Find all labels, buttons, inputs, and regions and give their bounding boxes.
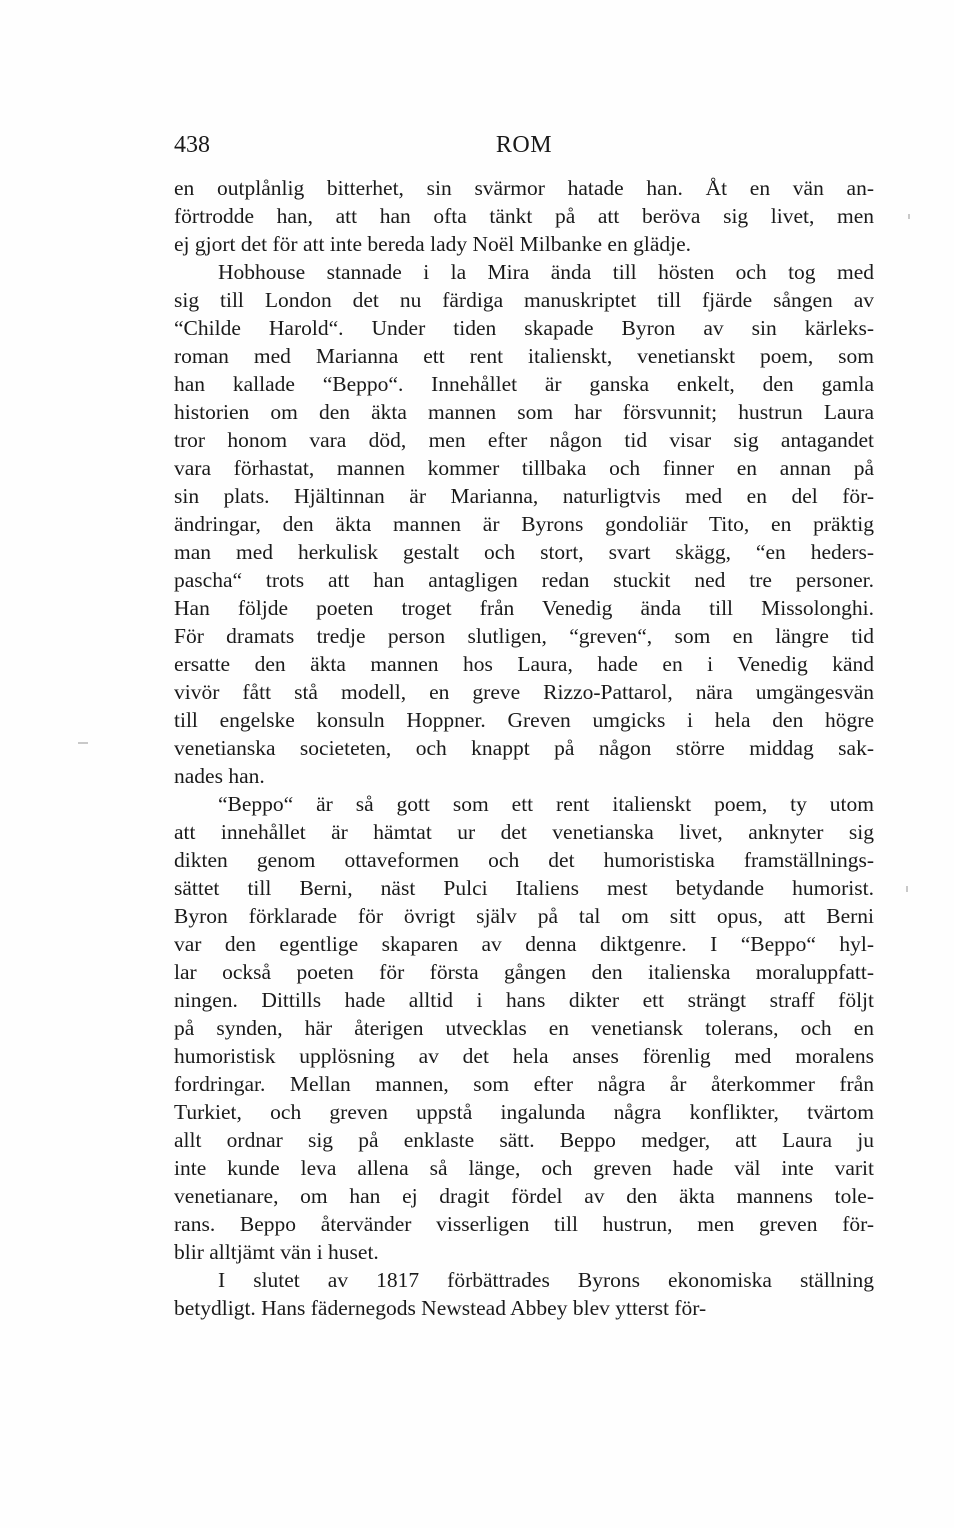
text-line: ej gjort det för att inte bereda lady Noël Milbanke en glädje. <box>174 232 692 256</box>
text-line: roman med Marianna ett rent italienskt, venetianskt poem, som <box>174 344 874 368</box>
margin-mark <box>908 214 910 219</box>
body-text <box>174 174 874 1322</box>
text-line: ersatte den äkta mannen hos Laura, hade en i Venedig känd <box>174 652 874 676</box>
text-line: man med herkulisk gestalt och stort, svart skägg, “en heders- <box>174 540 874 564</box>
text-line: ningen. Dittills hade alltid i hans dikter ett strängt straff följt <box>174 988 874 1012</box>
text-line: sättet till Berni, näst Pulci Italiens mest betydande humorist. <box>174 876 874 900</box>
text-line: Turkiet, och greven uppstå ingalunda några konflikter, tvärtom <box>174 1100 874 1124</box>
text-line: I slutet av 1817 förbättrades Byrons ekonomiska ställning <box>218 1268 874 1292</box>
text-line: en outplånlig bitterhet, sin svärmor hatade han. Åt en vän an- <box>174 176 874 200</box>
text-line: Byron förklarade för övrigt själv på tal om sitt opus, att Berni <box>174 904 874 928</box>
text-line: För dramats tredje person slutligen, “greven“, som en längre tid <box>174 624 874 648</box>
margin-mark <box>78 742 88 744</box>
text-line: tror honom vara död, men efter någon tid visar sig antagandet <box>174 428 874 452</box>
page-header <box>174 132 874 166</box>
text-line: nades han. <box>174 764 265 788</box>
running-head: ROM <box>495 132 553 158</box>
text-line: vara förhastat, mannen kommer tillbaka och finner en annan på <box>174 456 874 480</box>
text-line: dikten genom ottaveformen och det humoristiska framställnings- <box>174 848 874 872</box>
text-line: pascha“ trots att han antagligen redan stuckit ned tre personer. <box>174 568 874 592</box>
text-line: rans. Beppo återvänder visserligen till hustrun, men greven för- <box>174 1212 874 1236</box>
text-line: vivör fått stå modell, en greve Rizzo-Pattarol, nära umgängesvän <box>174 680 874 704</box>
text-line: fordringar. Mellan mannen, som efter några år återkommer från <box>174 1072 874 1096</box>
page-number: 438 <box>174 132 210 158</box>
text-line: inte kunde leva allena så länge, och greven hade väl inte varit <box>174 1156 874 1180</box>
text-line: “Beppo“ är så gott som ett rent italienskt poem, ty utom <box>218 792 874 816</box>
text-line: var den egentlige skaparen av denna diktgenre. I “Beppo“ hyl- <box>174 932 874 956</box>
text-line: venetianare, om han ej dragit fördel av den äkta mannens tole- <box>174 1184 874 1208</box>
text-line: på synden, här återigen utvecklas en venetiansk tolerans, och en <box>174 1016 874 1040</box>
text-line: blir alltjämt vän i huset. <box>174 1240 379 1264</box>
text-line: historien om den äkta mannen som har försvunnit; hustrun Laura <box>174 400 874 424</box>
text-line: till engelske konsuln Hoppner. Greven umgicks i hela den högre <box>174 708 874 732</box>
text-line: lar också poeten för första gången den italienska moraluppfatt- <box>174 960 874 984</box>
margin-mark <box>906 886 908 892</box>
text-line: Hobhouse stannade i la Mira ända till hösten och tog med <box>218 260 874 284</box>
text-line: att innehållet är hämtat ur det venetianska livet, anknyter sig <box>174 820 874 844</box>
text-line: sig till London det nu färdiga manuskriptet till fjärde sången av <box>174 288 874 312</box>
text-line: allt ordnar sig på enklaste sätt. Beppo medger, att Laura ju <box>174 1128 874 1152</box>
text-line: ändringar, den äkta mannen är Byrons gondoliär Tito, en präktig <box>174 512 874 536</box>
text-line: “Childe Harold“. Under tiden skapade Byron av sin kärleks- <box>174 316 874 340</box>
text-line: Han följde poeten troget från Venedig ända till Missolonghi. <box>174 596 874 620</box>
text-line: venetianska societeten, och knappt på någon större middag sak- <box>174 736 874 760</box>
text-line: förtrodde han, att han ofta tänkt på att beröva sig livet, men <box>174 204 874 228</box>
text-line: betydligt. Hans fädernegods Newstead Abbey blev ytterst för- <box>174 1296 707 1320</box>
text-line: han kallade “Beppo“. Innehållet är ganska enkelt, den gamla <box>174 372 874 396</box>
text-line: sin plats. Hjältinnan är Marianna, naturligtvis med en del för- <box>174 484 874 508</box>
text-line: humoristisk upplösning av det hela anses förenlig med moralens <box>174 1044 874 1068</box>
